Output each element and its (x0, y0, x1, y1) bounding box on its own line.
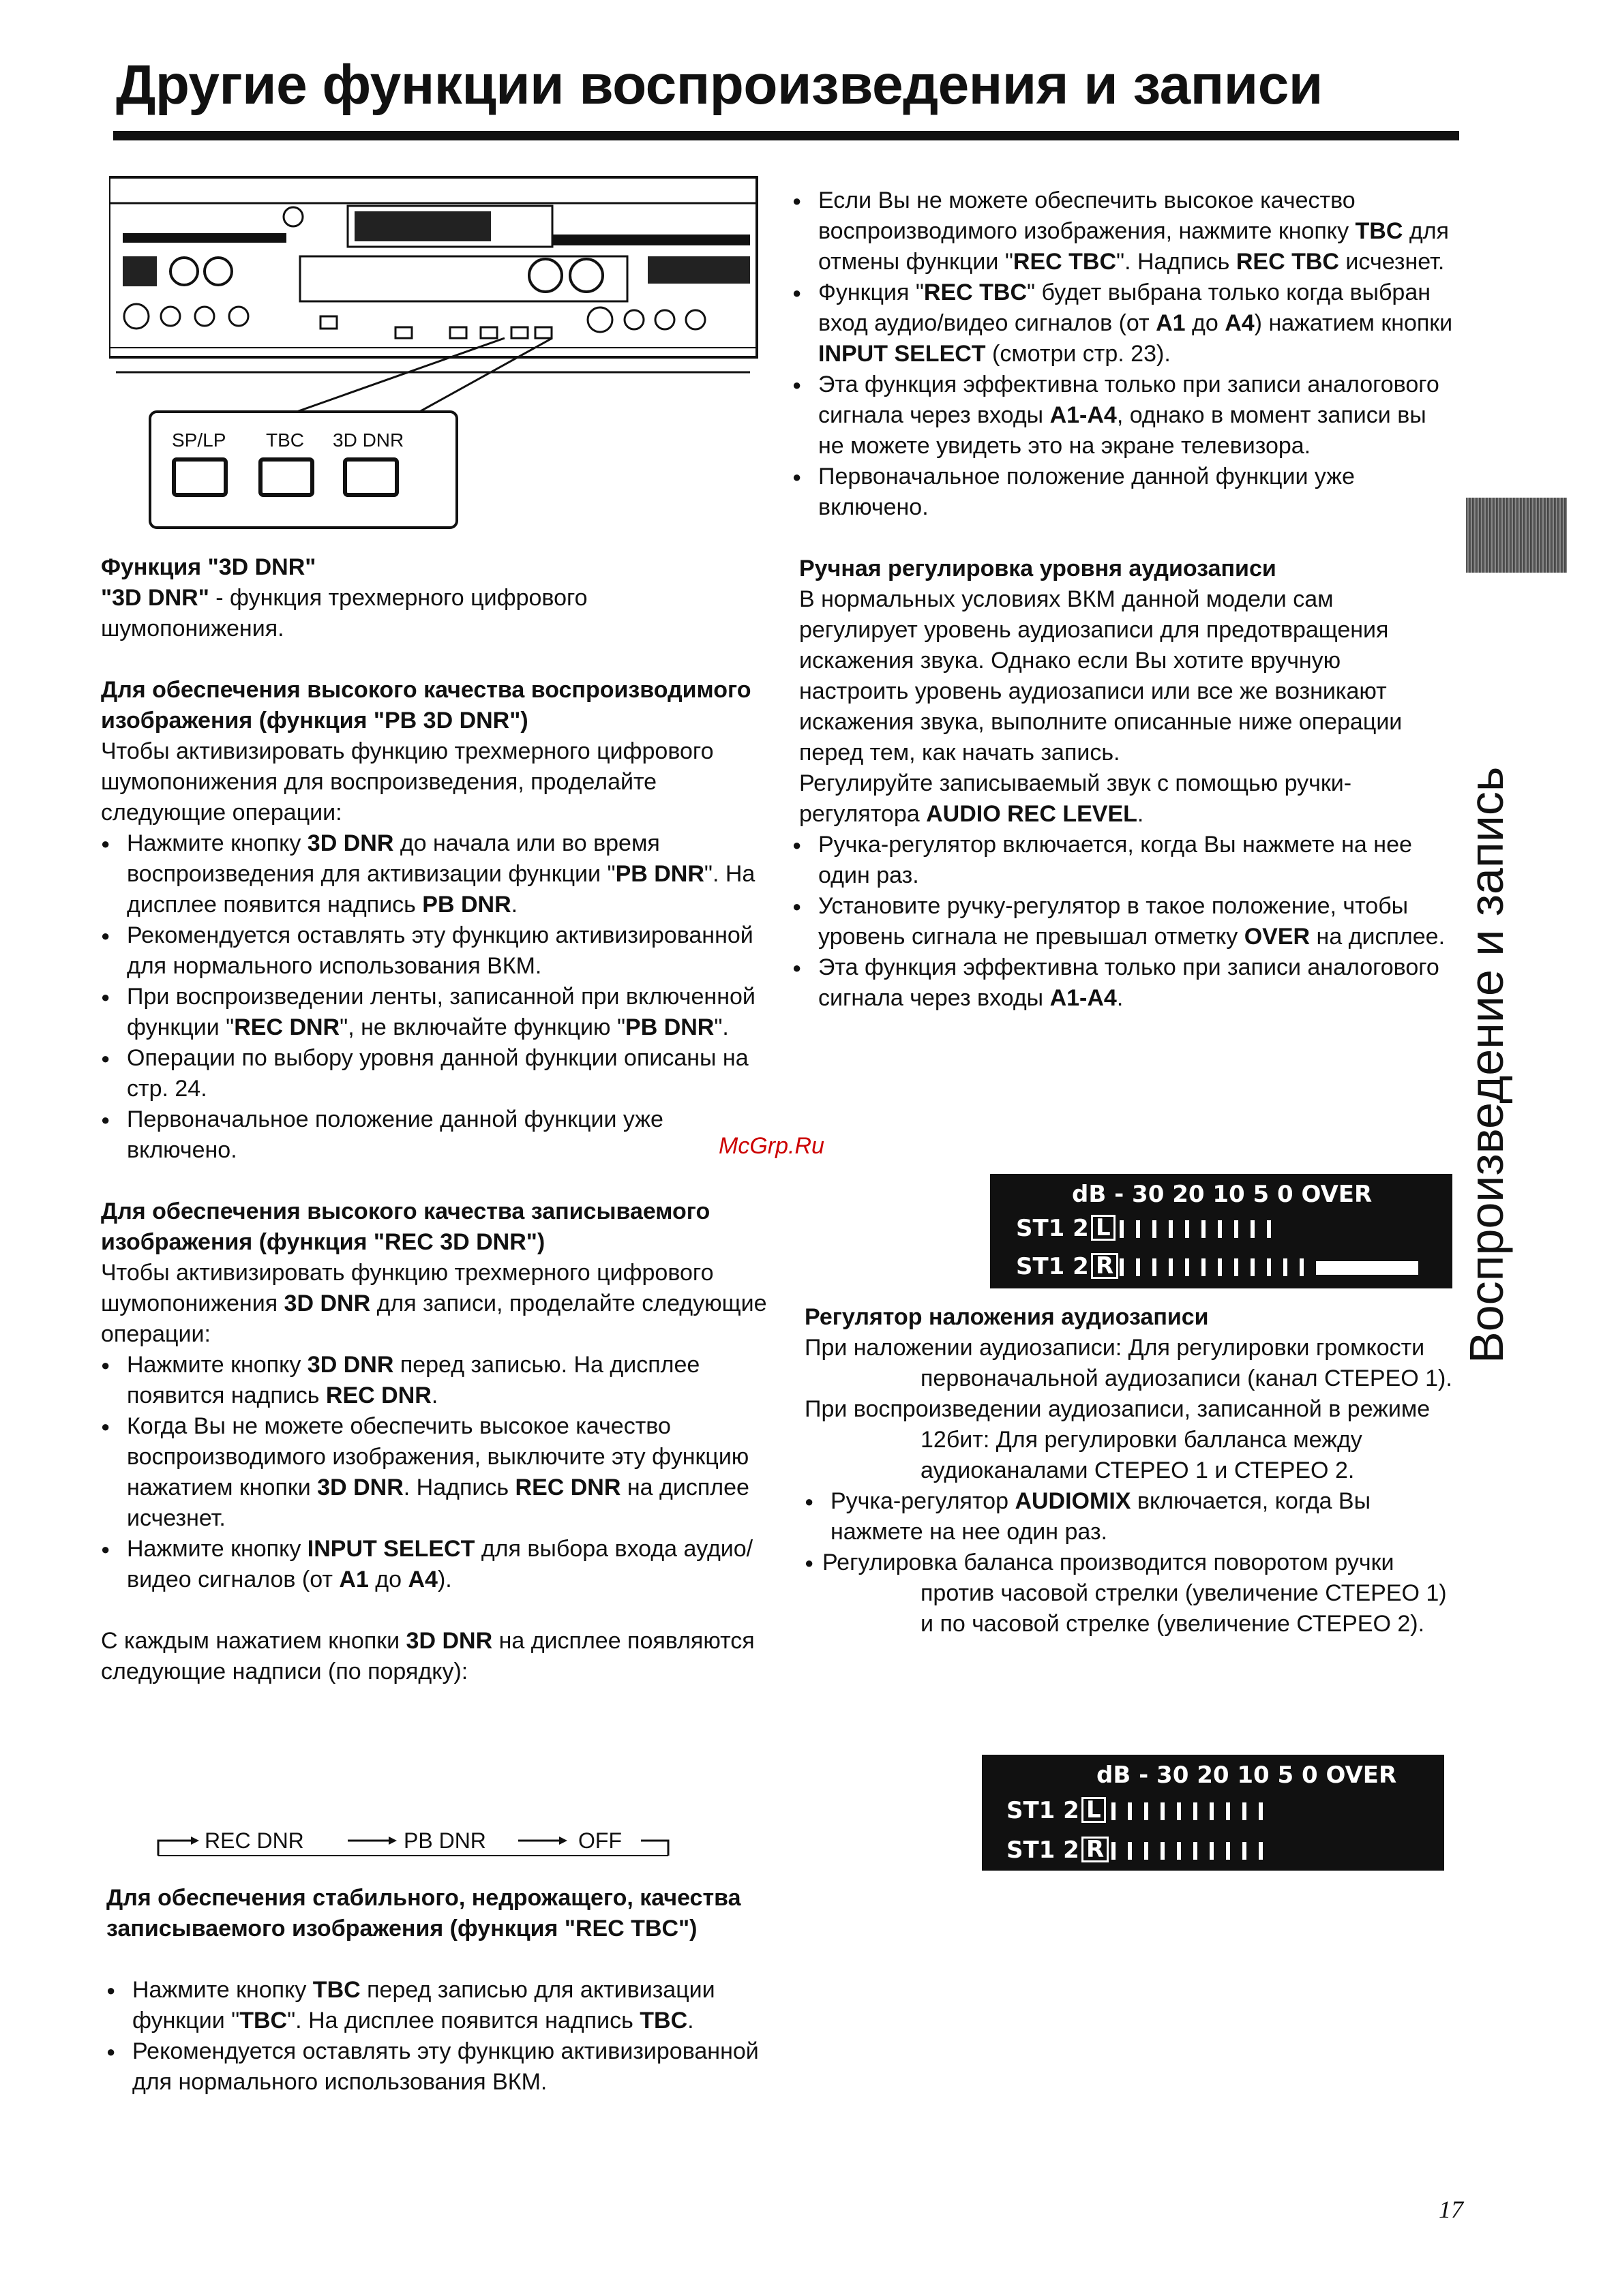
lcd-level-segment (1210, 1842, 1214, 1860)
paragraph: При воспроизведении аудиозаписи, записанной в режиме 12бит: Для регулировки балланса между аудиоканалами СТЕРЕО 1 и СТЕРЕО 2. (805, 1396, 1431, 1483)
lcd-level-segment (1128, 1842, 1132, 1860)
bullet-item: ● Эта функция эффективна только при записи аналогового сигнала через входы A1-A4. (792, 952, 1454, 1014)
lcd-level-segment (1111, 1802, 1116, 1820)
lcd-level-segment (1185, 1220, 1189, 1238)
button-label-tbc: TBC (266, 429, 304, 451)
lcd-level-segment (1144, 1802, 1148, 1820)
lcd-scale: dB - 30 20 10 5 0 OVER (1072, 1181, 1373, 1208)
section-tab-marker (1466, 498, 1567, 573)
lcd-channel-l: L (1091, 1215, 1116, 1241)
lcd-row-label: ST1 2 (1006, 1837, 1079, 1864)
lcd-level-segment (1251, 1220, 1255, 1238)
lcd-level-segment (1267, 1258, 1271, 1276)
lcd-level-segment (1193, 1802, 1197, 1820)
cycle-rec-dnr: REC DNR (205, 1828, 304, 1853)
heading-3d-dnr: Функция "3D DNR" (101, 554, 316, 580)
bullet-item: ● Ручка-регулятор AUDIOMIX включается, когда Вы нажмете на нее один раз. (805, 1486, 1459, 1547)
lcd-channel-l: L (1081, 1797, 1106, 1823)
lcd-level-over-bar (1316, 1261, 1418, 1275)
bullet-item: ● Первоначальное положение данной функции уже включено. (792, 462, 1454, 523)
button-label-sp-lp: SP/LP (172, 429, 226, 451)
bullet-item: ● Нажмите кнопку TBC перед записью для активизации функции "TBC". На дисплее появится надпись TBC. (106, 1975, 761, 2036)
lcd-level-segment (1152, 1220, 1156, 1238)
paragraph: При наложении аудиозаписи: Для регулировки громкости первоначальной аудиозаписи (канал СТЕРЕО 1). (805, 1335, 1452, 1391)
lcd-level-segment (1283, 1258, 1287, 1276)
heading-rec-tbc: Для обеспечения стабильного, недрожащего, качества записываемого изображения (функция "REC TBC") (106, 1885, 741, 1942)
heading-audiomix: Регулятор наложения аудиозаписи (805, 1304, 1209, 1330)
lcd-level-segment (1251, 1258, 1255, 1276)
lcd-level-segment (1210, 1802, 1214, 1820)
lcd-row-label: ST1 2 (1016, 1253, 1089, 1280)
vcr-front-panel-diagram (109, 173, 764, 534)
watermark: McGrp.Ru (719, 1133, 824, 1159)
bullet-item: ● Рекомендуется оставлять эту функцию активизированной для нормального использования ВКМ. (101, 920, 776, 982)
lcd-level-segment (1144, 1842, 1148, 1860)
bullet-item: ● Нажмите кнопку INPUT SELECT для выбора входа аудио/видео сигналов (от A1 до A4). (101, 1534, 776, 1595)
lcd-level-segment (1185, 1258, 1189, 1276)
lcd-level-segment (1169, 1220, 1173, 1238)
lcd-channel-r: R (1081, 1837, 1109, 1862)
lcd-level-segment (1201, 1258, 1206, 1276)
bullet-item: ● Эта функция эффективна только при записи аналогового сигнала через входы A1-A4, однако в момент записи вы не можете увидеть это на экране телевизора. (792, 369, 1454, 462)
bullet-item: ● Нажмите кнопку 3D DNR до начала или во время воспроизведения для активизации функции "PB DNR". На дисплее появится надпись PB DNR. (101, 828, 776, 920)
bullet-item: ● Установите ручку-регулятор в такое положение, чтобы уровень сигнала не превышал отметку OVER на дисплее. (792, 891, 1454, 952)
heading-rec-3d-dnr: Для обеспечения высокого качества записываемого изображения (функция "REC 3D DNR") (101, 1198, 710, 1255)
lcd-level-segment (1300, 1258, 1304, 1276)
lcd-level-segment (1242, 1802, 1246, 1820)
lcd-level-segment (1120, 1220, 1124, 1238)
bullet-item: ● Рекомендуется оставлять эту функцию активизированной для нормального использования ВКМ. (106, 2036, 761, 2098)
bullet-item: ● Если Вы не можете обеспечить высокое качество воспроизводимого изображения, нажмите кнопку TBC для отмены функции "REC TBC". Надпись REC TBC исчезнет. (792, 185, 1454, 277)
lcd-level-segment (1177, 1842, 1181, 1860)
lcd-level-segment (1161, 1802, 1165, 1820)
lcd-level-segment (1226, 1802, 1230, 1820)
lcd-level-segment (1218, 1220, 1222, 1238)
lcd-level-segment (1234, 1220, 1238, 1238)
lcd-level-segment (1201, 1220, 1206, 1238)
lcd-level-segment (1267, 1220, 1271, 1238)
lcd-level-segment (1218, 1258, 1222, 1276)
lcd-level-segment (1152, 1258, 1156, 1276)
lcd-level-segment (1259, 1802, 1263, 1820)
paragraph: Чтобы активизировать функцию трехмерного цифрового шумопонижения 3D DNR для записи, проделайте следующие операции: (101, 1260, 767, 1347)
lcd-level-segment (1242, 1842, 1246, 1860)
lcd-scale: dB - 30 20 10 5 0 OVER (1096, 1762, 1397, 1789)
lcd-row-label: ST1 2 (1006, 1797, 1079, 1824)
bullet-item: ● Первоначальное положение данной функции уже включено. (101, 1104, 776, 1166)
paragraph: "3D DNR" - функция трехмерного цифрового шумопонижения. (101, 585, 588, 641)
lcd-level-segment (1193, 1842, 1197, 1860)
title-rule (113, 131, 1459, 140)
paragraph: Чтобы активизировать функцию трехмерного цифрового шумопонижения для воспроизведения, проделайте следующие операции: (101, 738, 714, 826)
lcd-level-segment (1161, 1842, 1165, 1860)
bullet-item: ● Нажмите кнопку 3D DNR перед записью. На дисплее появится надпись REC DNR. (101, 1350, 776, 1411)
right-column-audiomix (805, 1302, 1459, 1640)
heading-pb-3d-dnr: Для обеспечения высокого качества воспроизводимого изображения (функция "PB 3D DNR") (101, 677, 751, 734)
paragraph: В нормальных условиях ВКМ данной модели сам регулирует уровень аудиозаписи для предотвращения искажения звука. Однако если Вы хотите вручную настроить уровень аудиозаписи или все же возникают искажения звука, выполните описанные ниже операции перед тем, как начать запись. (799, 586, 1403, 766)
heading-audio-rec-level: Ручная регулировка уровня аудиозаписи (799, 556, 1276, 581)
audio-level-display-2 (982, 1755, 1444, 1871)
lcd-row-label: ST1 2 (1016, 1215, 1089, 1242)
audio-level-display-1 (990, 1174, 1452, 1288)
lcd-level-segment (1136, 1220, 1140, 1238)
lcd-level-segment (1226, 1842, 1230, 1860)
page-number: 17 (1439, 2196, 1463, 2223)
lcd-level-segment (1136, 1258, 1140, 1276)
bullet-item: ● Регулировка баланса производится поворотом ручки против часовой стрелки (увеличение СТЕРЕО 1) и по часовой стрелке (увеличение СТЕРЕО 2). (805, 1547, 1459, 1640)
lcd-level-segment (1128, 1802, 1132, 1820)
paragraph: Регулируйте записываемый звук с помощью ручки-регулятора AUDIO REC LEVEL. (799, 770, 1352, 827)
lcd-channel-r: R (1091, 1253, 1118, 1279)
lcd-level-segment (1234, 1258, 1238, 1276)
lcd-level-segment (1111, 1842, 1116, 1860)
bullet-item: ● Функция "REC TBC" будет выбрана только когда выбран вход аудио/видео сигналов (от A1 до A4) нажатием кнопки INPUT SELECT (смотри стр. 23). (792, 277, 1454, 369)
cycle-pb-dnr: PB DNR (404, 1828, 486, 1853)
bullet-item: ● При воспроизведении ленты, записанной при включенной функции "REC DNR", не включайте функцию "PB DNR". (101, 982, 776, 1043)
right-column (792, 185, 1454, 1014)
bullet-item: ● Операции по выбору уровня данной функции описаны на стр. 24. (101, 1043, 776, 1104)
page-title: Другие функции воспроизведения и записи (116, 54, 1323, 116)
lcd-level-segment (1169, 1258, 1173, 1276)
paragraph: С каждым нажатием кнопки 3D DNR на дисплее появляются следующие надписи (по порядку): (101, 1628, 755, 1685)
side-section-heading: Воспроизведение и запись (1460, 766, 1513, 1363)
left-column-bottom (106, 1883, 761, 2098)
lcd-level-segment (1120, 1258, 1124, 1276)
bullet-item: ● Ручка-регулятор включается, когда Вы нажмете на нее один раз. (792, 830, 1454, 891)
button-label-3d-dnr: 3D DNR (333, 429, 404, 451)
cycle-off: OFF (578, 1828, 622, 1853)
bullet-item: ● Когда Вы не можете обеспечить высокое качество воспроизводимого изображения, выключите эту функцию нажатием кнопки 3D DNR. Надпись REC DNR на дисплее исчезнет. (101, 1411, 776, 1534)
lcd-level-segment (1177, 1802, 1181, 1820)
left-column (101, 552, 776, 1687)
lcd-level-segment (1259, 1842, 1263, 1860)
